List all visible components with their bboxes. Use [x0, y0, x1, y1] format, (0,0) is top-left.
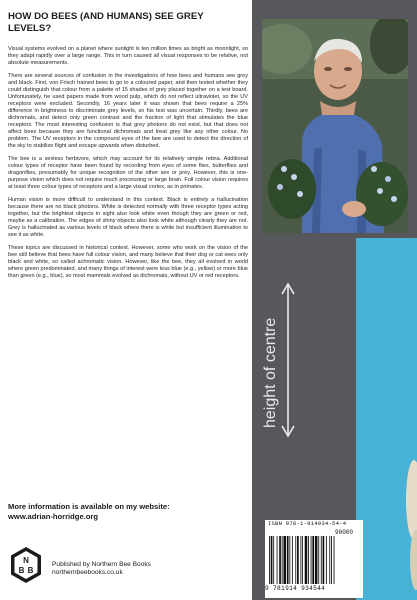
barcode-bar	[300, 536, 301, 584]
publisher-text	[52, 561, 151, 578]
barcode-bar	[283, 536, 286, 584]
barcode-bar	[321, 536, 322, 584]
nbb-logo-icon	[8, 546, 44, 584]
more-info-text: More information is available on my website:	[8, 502, 170, 511]
blurb-title: HOW DO BEES (AND HUMANS) SEE GREY LEVELS?	[8, 11, 204, 34]
barcode-number: 9 781914 934544	[265, 585, 326, 592]
barcode-bar	[273, 536, 274, 584]
barcode-bar	[292, 536, 293, 584]
blurb-paragraph: These topics are discussed in historical context. However, some who work on the vision of the bee still believe that bees have full colour vision, and many believe that their dog or cat sees only black and white, so called achromatic vision. However, like the bee, they all evolved in world where green predominated, and many things of interest were less blue (e.g., yellow) or more blue than green (e.g., blue), so most mammals evolved as dichromats, without UV or red receptors.	[8, 244, 248, 279]
logo-text-b1: B	[18, 566, 25, 575]
barcode-bar	[289, 536, 290, 584]
barcode-bar	[271, 536, 273, 584]
barcode-bar	[269, 536, 270, 584]
up-arrow-icon	[276, 280, 300, 440]
barcode-bar	[287, 536, 289, 584]
barcode-bar	[326, 536, 327, 584]
barcode-icon	[269, 536, 357, 584]
logo-text-n: N	[23, 556, 29, 565]
website-link[interactable]: www.adrian-horridge.org	[8, 512, 99, 522]
barcode-block	[265, 520, 363, 598]
blurb-paragraph: Visual systems evolved on a planet where sunlight is ten million times as bright as moonlight, so they adapt rapidly over a large range. This in turn caused all visual responses to be relative, not absolute measurements.	[8, 46, 248, 67]
barcode-bar	[318, 536, 319, 584]
more-info	[8, 502, 248, 522]
barcode-bar	[295, 536, 296, 584]
barcode-bar	[331, 536, 332, 584]
barcode-bar	[323, 536, 325, 584]
publisher-block	[8, 546, 248, 586]
barcode-bar	[277, 536, 278, 584]
barcode-bar	[308, 536, 309, 584]
logo-text-b2: B	[27, 566, 34, 575]
barcode-bar	[312, 536, 314, 584]
blurb-body	[8, 46, 248, 285]
barcode-bar	[315, 536, 318, 584]
publisher-site[interactable]: northernbeebooks.co.uk	[52, 569, 123, 577]
barcode-bar	[334, 536, 335, 584]
barcode-bar	[302, 536, 303, 584]
publisher-line: Published by Northern Bee Books	[52, 561, 151, 568]
barcode-bar	[297, 536, 299, 584]
author-photo	[262, 19, 408, 233]
barcode-bar	[279, 536, 281, 584]
price-code: 90000	[335, 529, 354, 536]
barcode-bar	[329, 536, 330, 584]
barcode-bar	[311, 536, 312, 584]
blurb-paragraph: There are several sources of confusion in the investigations of how bees and humans see grey and black. First, von Frisch trained bees to go to a coloured paper, and then tested whether they could distinguish that colour from a palette of 15 shades of grey placed together on a test board. Unfortunately, he used papers made from wood pulp, which do not reflect ultraviolet, so the UV receptors were excluded. Secondly, 16 years later it was shown that bees require a 25% difference in brightness to discriminate grey levels, so his test was uncertain. Thirdly, bees are dichromats, and detect only green contrast and the fraction of light that stimulates the blue receptors. The most interesting confusion is that grey photons do not exist, but that does not affect bees because they are functional dichromats and treat grey like any other colour. No problem. The UV receptors in the compound eyes of the bee are used to detect the direction of the sky to stabilize flight and escape upwards when disturbed.	[8, 72, 248, 150]
blurb-paragraph: Human vision is more difficult to understand in this context. Black is entirely a hallucination because there are no black photons. White is detected normally with three receptor types acting together, but the brightest objects in sight also look white even though they are green or red, maybe as a calibration. The edges of shiny objects also look white although clearly they are not. Grey is hallucinated as various levels of black where there is white but insufficient illumination to see it as white.	[8, 196, 248, 238]
blurb-paragraph: The bee is a sexless herbivore, which may account for its relatively simple retina. Additional colour types of receptor have been found by recording from eyes of some flies, butterflies and dragonflies, presumably for unique recognition of the other sex or prey. However, this is one-purpose vision which does not require much processing or large brain. Full colour vision requires at least three colour types of receptors and a large visual cortex, as in primates.	[8, 155, 248, 191]
barcode-bar	[282, 536, 283, 584]
isbn-text: ISBN 978-1-914934-54-4	[268, 520, 347, 527]
barcode-bar	[305, 536, 308, 584]
height-label-text: height of centre	[262, 317, 279, 428]
cover-image-edge	[402, 440, 417, 600]
